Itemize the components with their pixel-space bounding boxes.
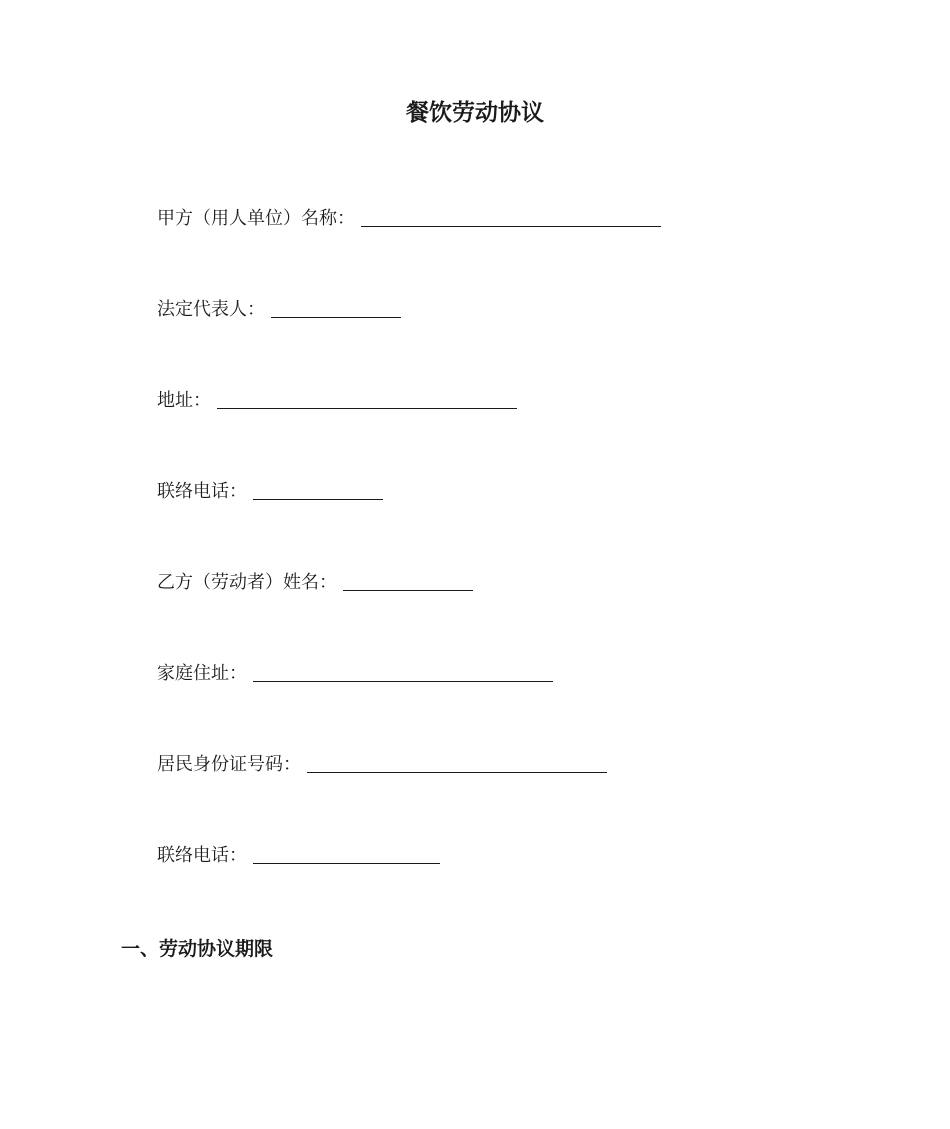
field-label: 法定代表人： [157, 299, 265, 320]
field-id-number [157, 751, 607, 779]
document-title: 餐饮劳动协议 [406, 100, 544, 126]
field-label: 家庭住址： [157, 663, 247, 684]
field-label: 联络电话： [157, 481, 247, 502]
fill-in-blank[interactable] [361, 206, 661, 227]
field-label: 居民身份证号码： [157, 754, 301, 775]
field-label: 联络电话： [157, 845, 247, 866]
field-label: 地址： [157, 390, 211, 411]
fill-in-blank[interactable] [253, 843, 440, 864]
field-label: 甲方（用人单位）名称： [157, 208, 355, 229]
section-heading: 一、劳动协议期限 [121, 938, 274, 960]
field-employee-name [157, 569, 473, 597]
field-home-address [157, 660, 553, 688]
field-employer-phone [157, 478, 383, 506]
fill-in-blank[interactable] [217, 388, 517, 409]
field-employee-phone [157, 842, 440, 870]
fill-in-blank[interactable] [253, 479, 383, 500]
fill-in-blank[interactable] [343, 570, 473, 591]
field-label: 乙方（劳动者）姓名： [157, 572, 337, 593]
field-address [157, 387, 517, 415]
fill-in-blank[interactable] [253, 661, 553, 682]
field-employer-name [157, 205, 661, 233]
field-legal-representative [157, 296, 401, 324]
fill-in-blank[interactable] [307, 752, 607, 773]
fill-in-blank[interactable] [271, 297, 401, 318]
